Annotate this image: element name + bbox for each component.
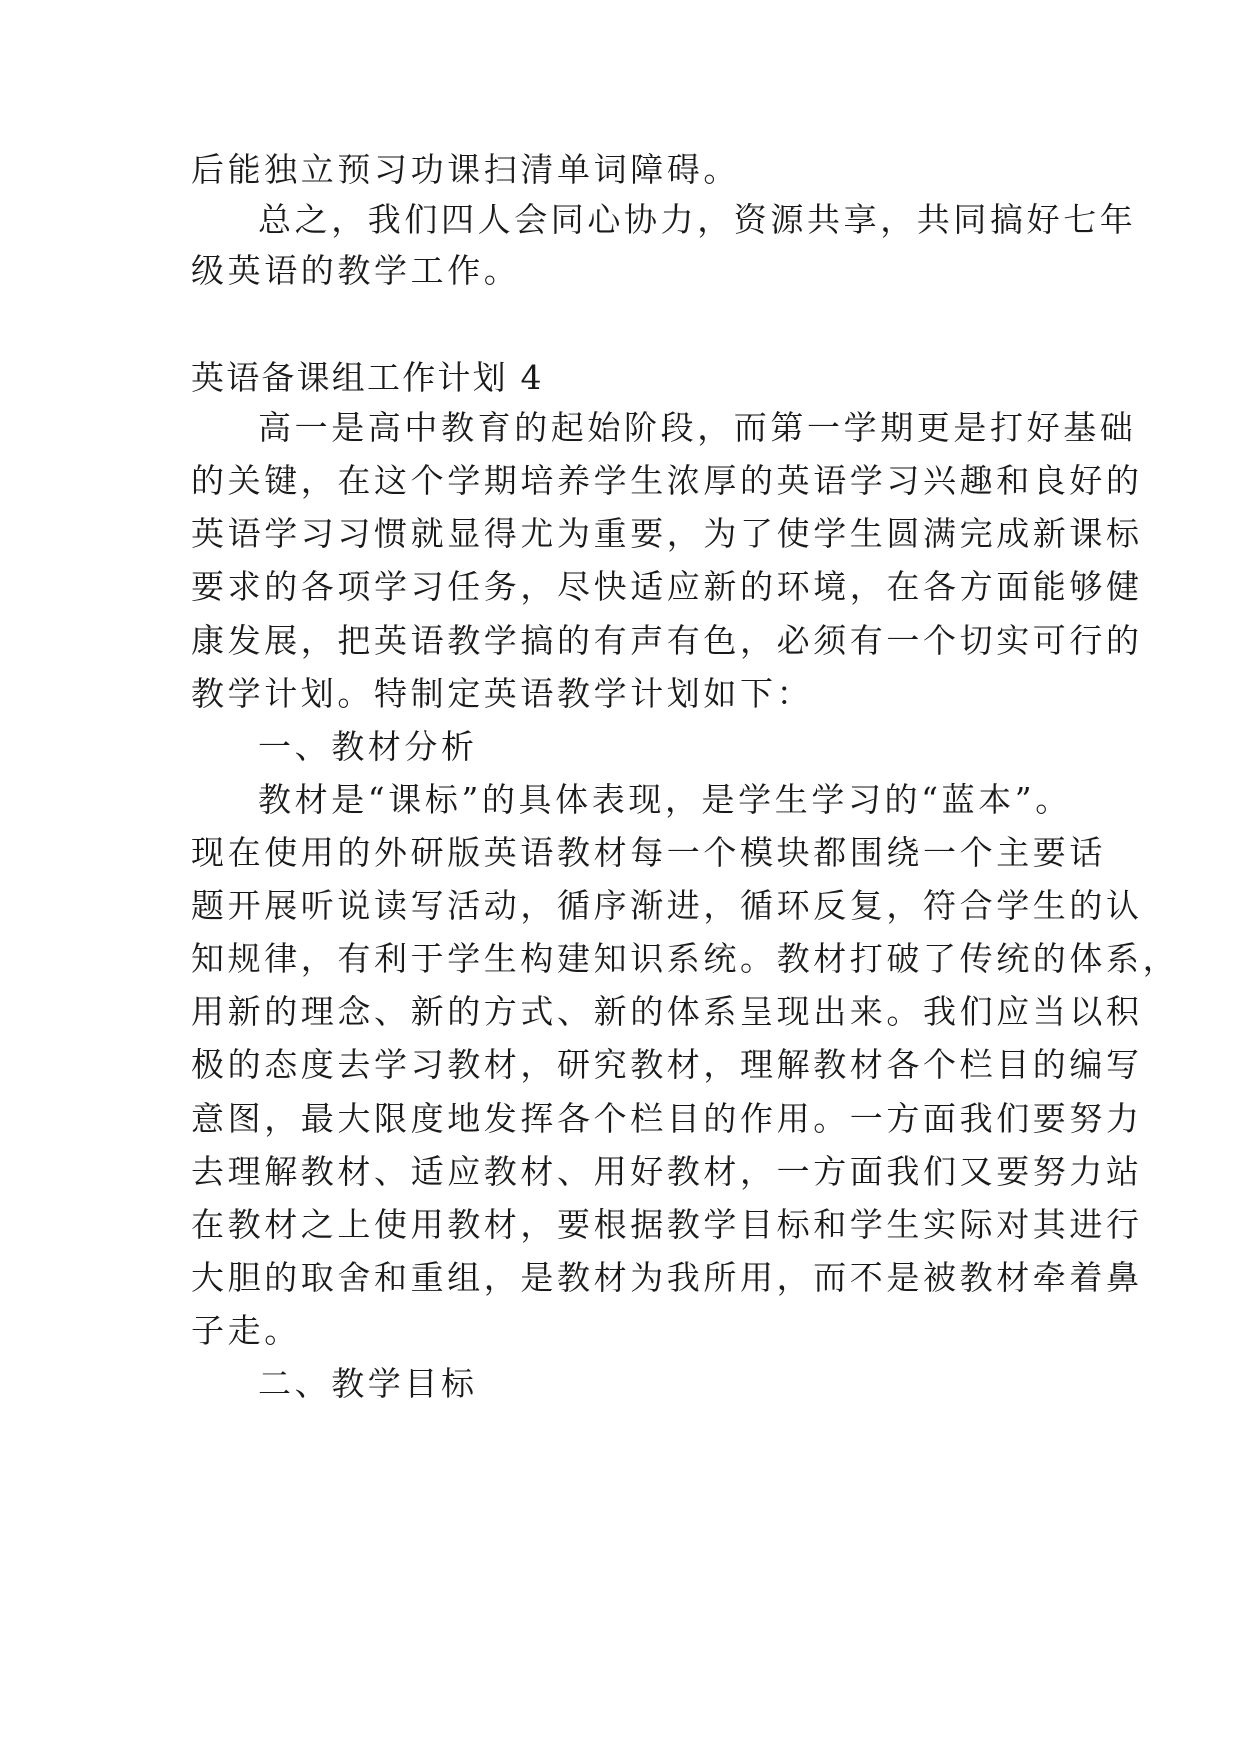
paragraph-line: 康发展，把英语教学搞的有声有色，必须有一个切实可行的 [191,621,1143,660]
paragraph-line: 用新的理念、新的方式、新的体系呈现出来。我们应当以积 [191,992,1143,1031]
section-heading: 一、教材分析 [258,727,478,766]
paragraph-line: 大胆的取舍和重组，是教材为我所用，而不是被教材牵着鼻 [191,1258,1143,1297]
paragraph-line: 题开展听说读写活动，循序渐进，循环反复，符合学生的认 [191,886,1143,925]
section-title: 英语备课组工作计划 4 [191,358,544,397]
paragraph-line: 总之，我们四人会同心协力，资源共享，共同搞好七年 [258,200,1137,239]
paragraph-line: 后能独立预习功课扫清单词障碍。 [191,150,740,189]
paragraph-line: 英语学习习惯就显得尤为重要，为了使学生圆满完成新课标 [191,514,1143,553]
paragraph-line: 高一是高中教育的起始阶段，而第一学期更是打好基础 [258,408,1137,447]
paragraph-line: 教材是“课标”的具体表现，是学生学习的“蓝本”。 [258,780,1072,819]
paragraph-line: 子走。 [191,1311,301,1350]
paragraph-line: 级英语的教学工作。 [191,251,521,290]
paragraph-line: 现在使用的外研版英语教材每一个模块都围绕一个主要话 [191,833,1106,872]
paragraph-line: 教学计划。特制定英语教学计划如下： [191,674,814,713]
paragraph-line: 意图，最大限度地发挥各个栏目的作用。一方面我们要努力 [191,1099,1143,1138]
paragraph-line: 极的态度去学习教材，研究教材，理解教材各个栏目的编写 [191,1045,1143,1084]
paragraph-line: 去理解教材、适应教材、用好教材，一方面我们又要努力站 [191,1152,1143,1191]
paragraph-line: 知规律，有利于学生构建知识系统。教材打破了传统的体系， [191,939,1180,978]
section-heading: 二、教学目标 [258,1364,478,1403]
paragraph-line: 在教材之上使用教材，要根据教学目标和学生实际对其进行 [191,1205,1143,1244]
paragraph-line: 的关键，在这个学期培养学生浓厚的英语学习兴趣和良好的 [191,461,1143,500]
paragraph-line: 要求的各项学习任务，尽快适应新的环境，在各方面能够健 [191,567,1143,606]
